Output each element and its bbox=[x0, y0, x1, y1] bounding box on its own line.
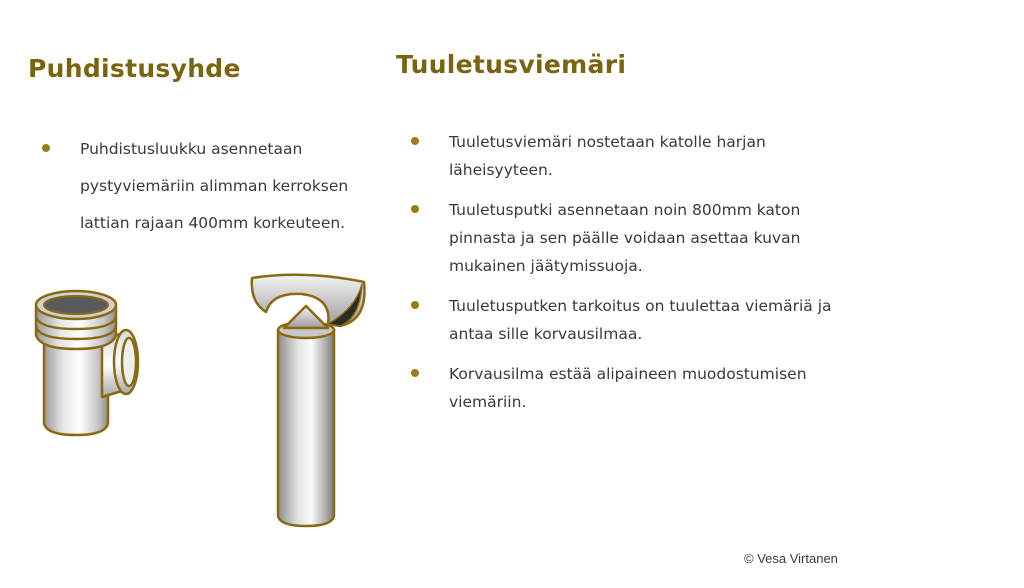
bullet-item bbox=[42, 131, 372, 242]
bullet-item bbox=[411, 196, 841, 280]
bullet-dot bbox=[411, 369, 419, 377]
right-bullet-list bbox=[411, 128, 841, 428]
bullet-item bbox=[411, 128, 841, 184]
left-title: Puhdistusyhde bbox=[28, 54, 241, 83]
cleanout-fitting-image bbox=[30, 283, 146, 441]
bullet-text: Korvausilma estää alipaineen muodostumisen viemäriin. bbox=[449, 365, 807, 411]
bullet-text: Tuuletusputki asennetaan noin 800mm katon pinnasta ja sen päälle voidaan asettaa kuvan mukainen jäätymissuoja. bbox=[449, 201, 801, 275]
bullet-text: Puhdistusluukku asennetaan pystyviemäriin alimman kerroksen lattian rajaan 400mm korkeuteen. bbox=[80, 140, 349, 232]
bullet-dot bbox=[42, 144, 50, 152]
bullet-item bbox=[411, 292, 841, 348]
left-bullet-list bbox=[42, 131, 372, 242]
copyright-text: © Vesa Virtanen bbox=[744, 551, 838, 566]
bullet-dot bbox=[411, 137, 419, 145]
right-title: Tuuletusviemäri bbox=[396, 50, 627, 79]
bullet-text: Tuuletusputken tarkoitus on tuulettaa viemäriä ja antaa sille korvausilmaa. bbox=[449, 297, 832, 343]
vent-pipe-image bbox=[244, 272, 374, 534]
bullet-dot bbox=[411, 205, 419, 213]
bullet-item bbox=[411, 360, 841, 416]
bullet-dot bbox=[411, 301, 419, 309]
bullet-text: Tuuletusviemäri nostetaan katolle harjan läheisyyteen. bbox=[449, 133, 766, 179]
